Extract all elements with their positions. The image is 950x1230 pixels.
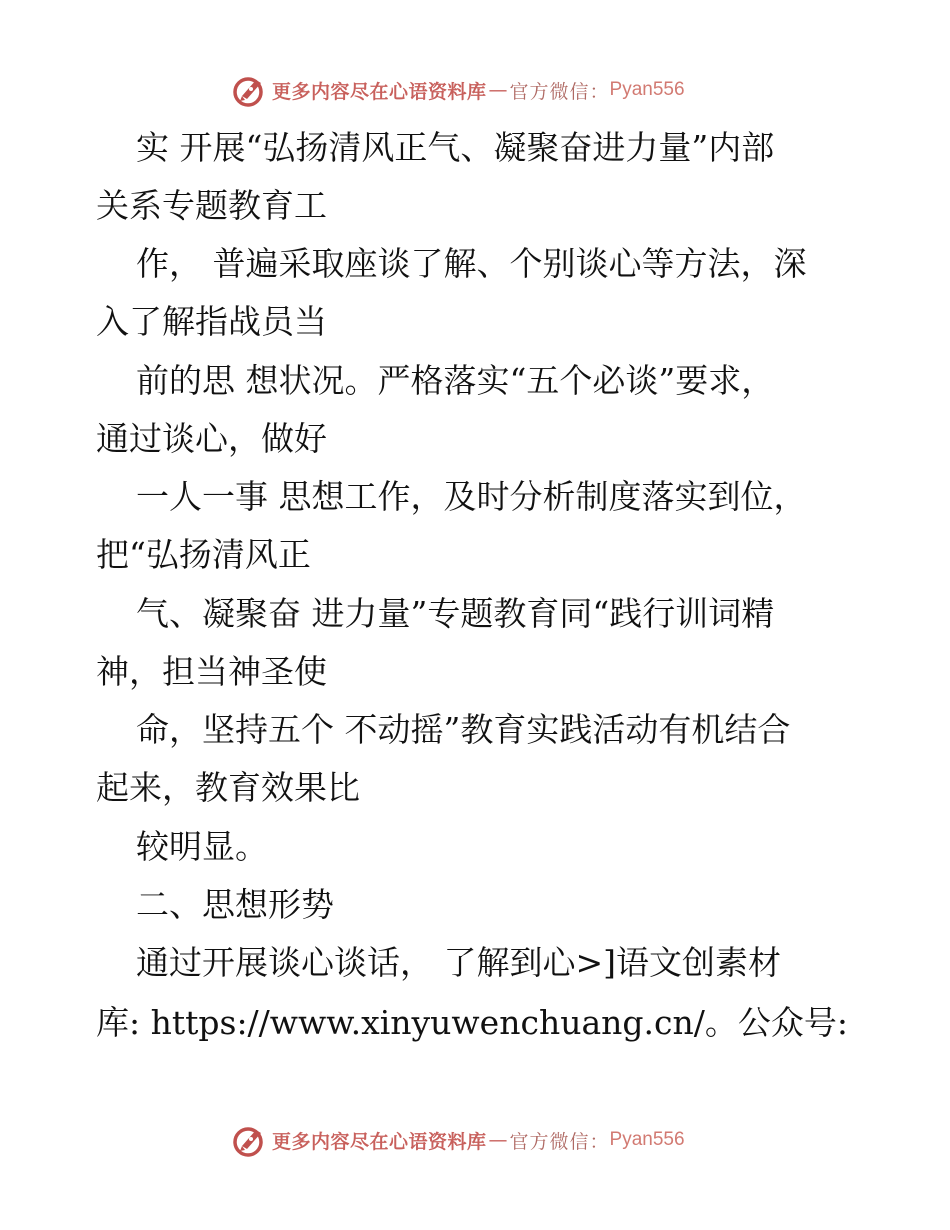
header-wechat-id: Pyan556 [609, 79, 685, 100]
body-line: 神，担当神圣使 [96, 652, 327, 691]
body-line: 作， 普遍采取座谈了解、个别谈心等方法，深 [136, 244, 807, 283]
header-dash: — [488, 79, 508, 101]
body-line: 关系专题教育工 [96, 186, 327, 225]
body-line: 一人一事 思想工作，及时分析制度落实到位， [136, 477, 807, 516]
body-line-with-url: 库: https://www.xinyuwenchuang.cn/。公众号: [96, 1003, 848, 1042]
body-line: 入了解指战员当 [96, 302, 327, 341]
header-banner [232, 70, 685, 110]
footer-brand-text: 更多内容尽在心语资料库 [272, 1130, 487, 1153]
section-heading: 二、思想形势 [136, 885, 334, 924]
body-line: 气、凝聚奋 进力量”专题教育同“践行训词精 [136, 594, 775, 633]
header-official-label: 官方微信： [509, 80, 610, 103]
body-line: 命，坚持五个 不动摇”教育实践活动有机结合 [136, 710, 791, 749]
pen-circle-logo-icon [232, 72, 268, 108]
pen-circle-logo-icon [232, 1122, 268, 1158]
footer-dash: — [488, 1129, 508, 1151]
body-line: 通过开展谈心谈话， 了解到心>]语文创素材 [136, 943, 782, 982]
footer-official-label: 官方微信： [509, 1130, 610, 1153]
body-line: 通过谈心，做好 [96, 419, 327, 458]
body-line: 实 开展“弘扬清风正气、凝聚奋进力量”内部 [136, 128, 775, 167]
body-line: 起来，教育效果比 [96, 768, 360, 807]
footer-banner [232, 1120, 685, 1160]
body-line: 较明显。 [136, 827, 268, 866]
header-brand-text: 更多内容尽在心语资料库 [272, 80, 487, 103]
footer-wechat-id: Pyan556 [609, 1129, 685, 1150]
body-line: 把“弘扬清风正 [96, 535, 311, 574]
body-line: 前的思 想状况。严格落实“五个必谈”要求， [136, 361, 775, 400]
